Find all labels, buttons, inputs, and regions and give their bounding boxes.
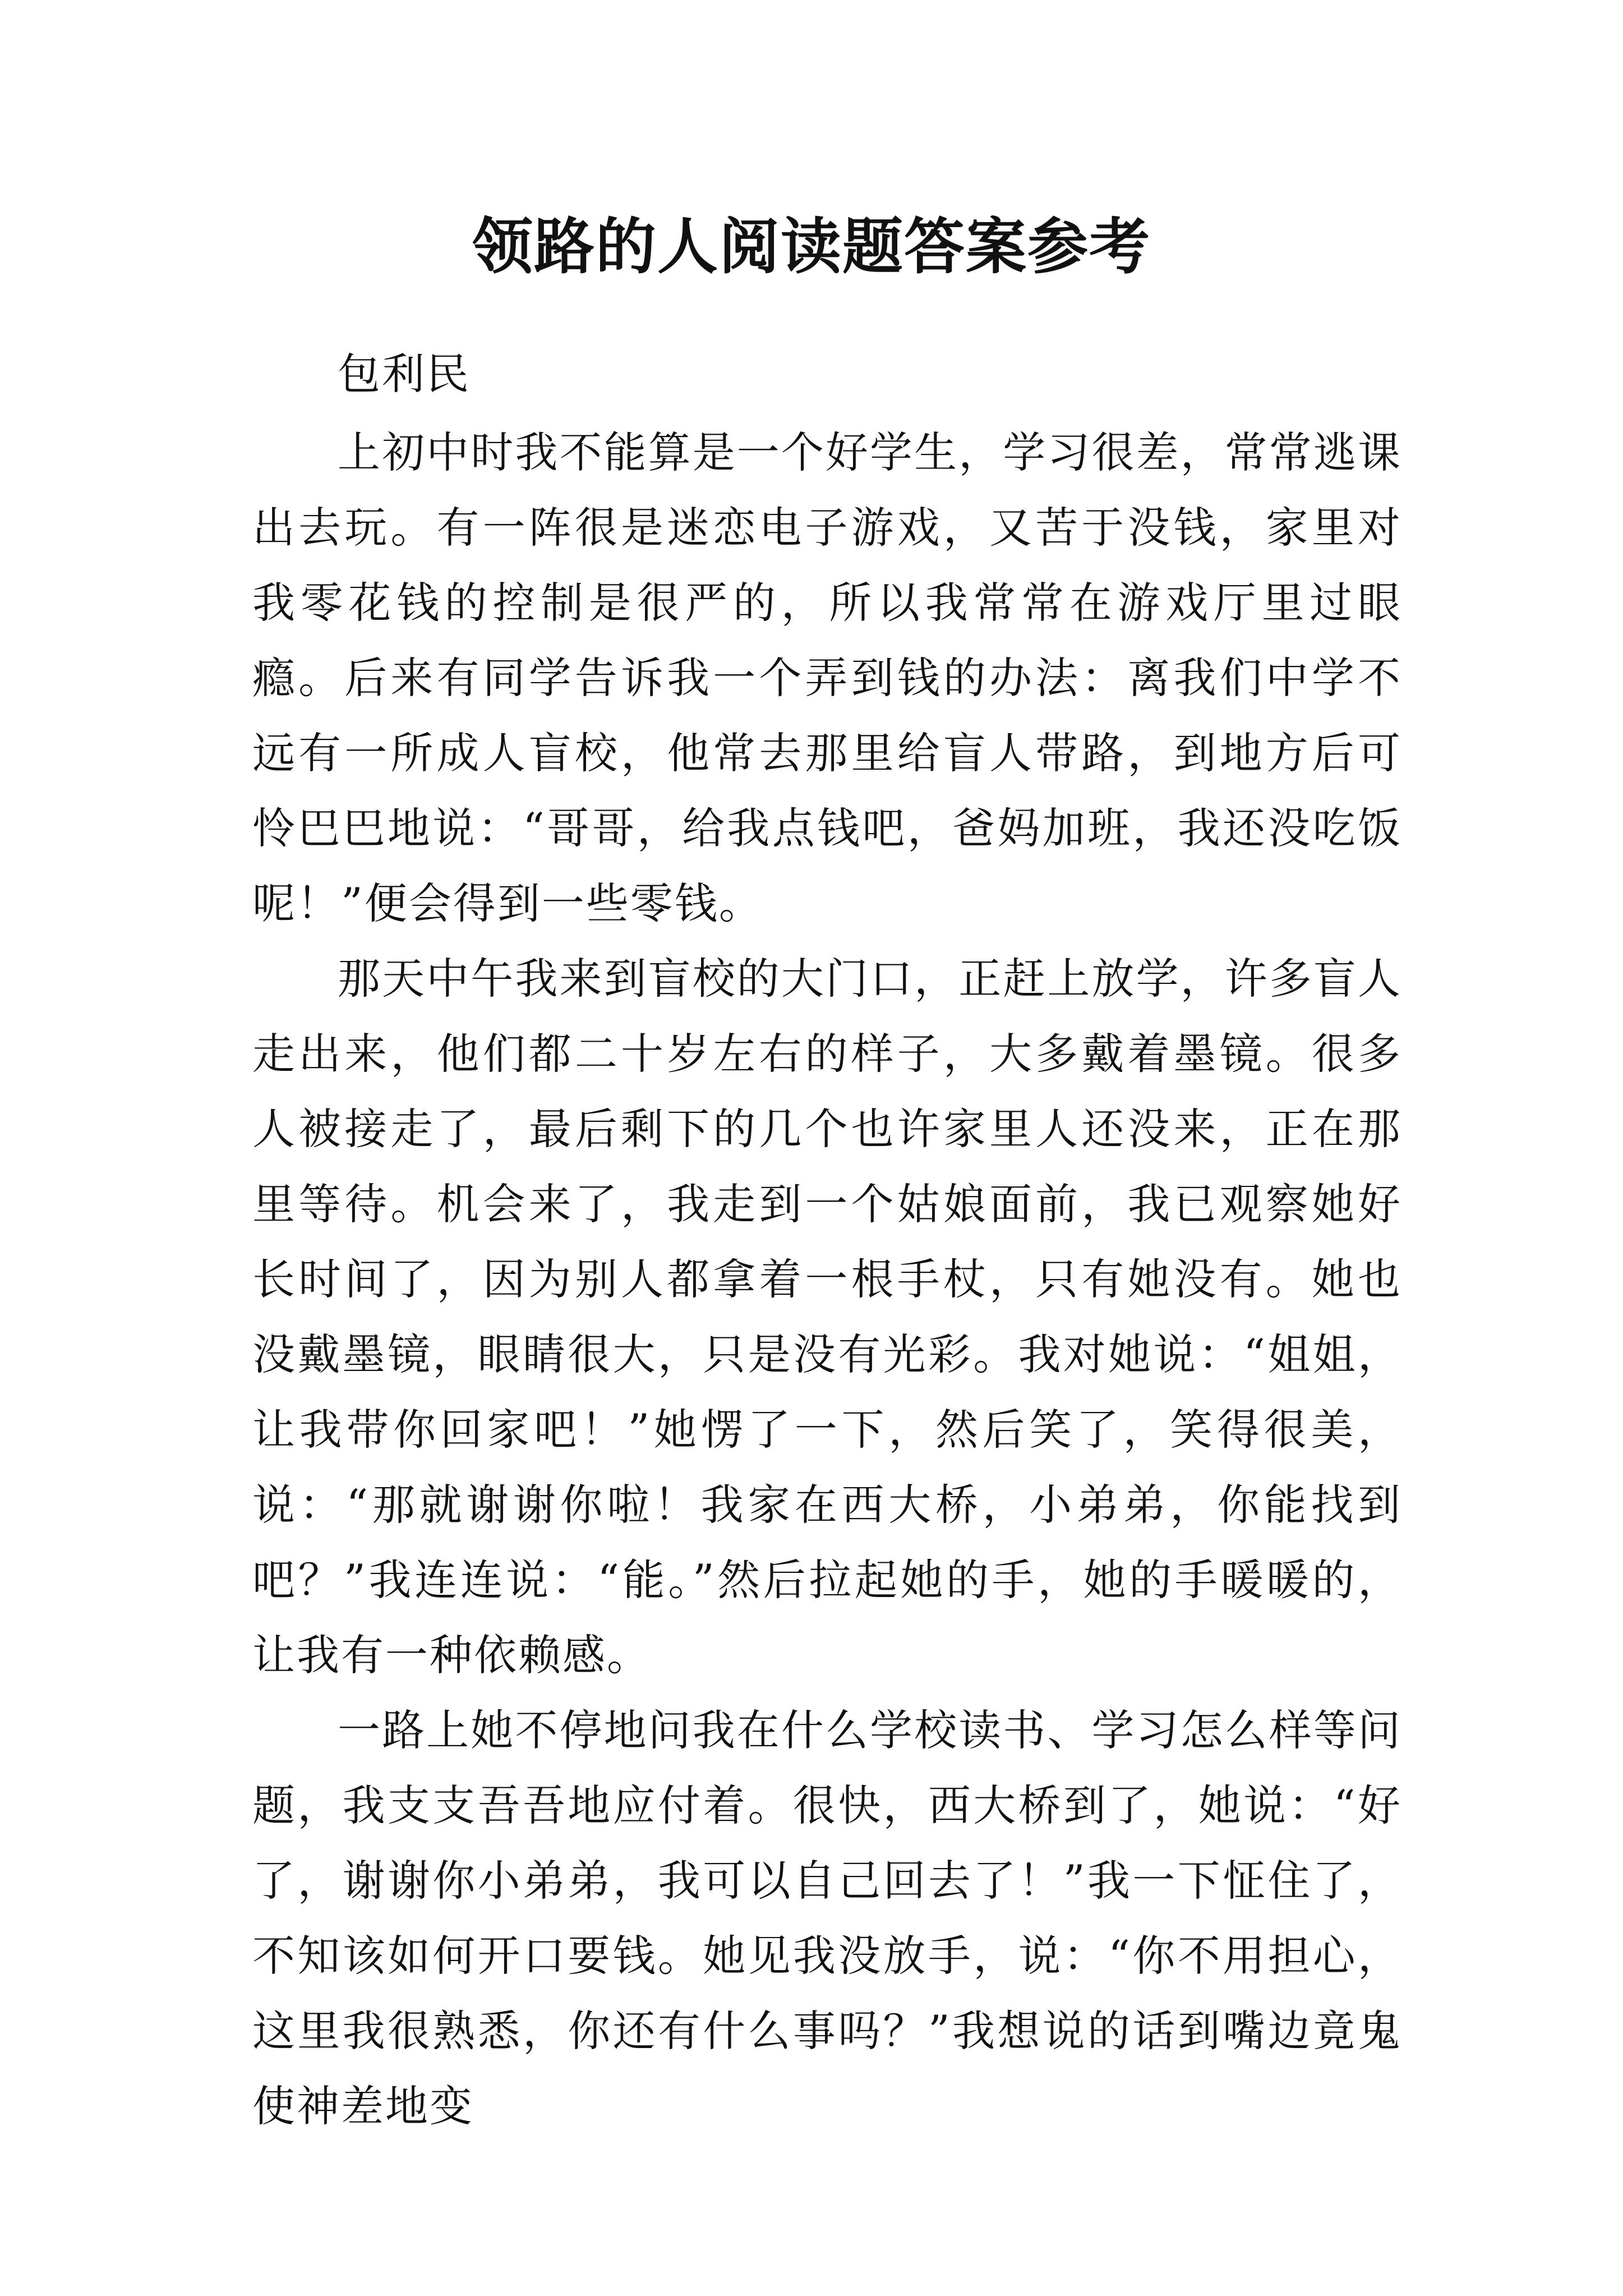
paragraph-3: 一路上她不停地问我在什么学校读书、学习怎么样等问题，我支支吾吾地应付着。很快，西大桥到了，她说：“好了，谢谢你小弟弟，我可以自己回去了！”我一下怔住了，不知该如何开口要钱。她见我没放手，说：“你不用担心，这里我很熟悉，你还有什么事吗？”我想说的话到嘴边竟鬼使神差地变 — [252, 1705, 1402, 2131]
paragraph-2: 那天中午我来到盲校的大门口，正赶上放学，许多盲人走出来，他们都二十岁左右的样子，大多戴着墨镜。很多人被接走了，最后剩下的几个也许家里人还没来，正在那里等待。机会来了，我走到一个姑娘面前，我已观察她好长时间了，因为别人都拿着一根手杖，只有她没有。她也没戴墨镜，眼睛很大，只是没有光彩。我对她说：“姐姐，让我带你回家吧！”她愣了一下，然后笑了，笑得很美，说：“那就谢谢你啦！我家在西大桥，小弟弟，你能找到吧？”我连连说：“能。”然后拉起她的手，她的手暖暖的，让我有一种依赖感。 — [252, 954, 1402, 1680]
author-name: 包利民 — [338, 349, 471, 399]
paragraph-1: 上初中时我不能算是一个好学生，学习很差，常常逃课出去玩。有一阵很是迷恋电子游戏，又苦于没钱，家里对我零花钱的控制是很严的，所以我常常在游戏厅里过眼瘾。后来有同学告诉我一个弄到钱的办法：离我们中学不远有一所成人盲校，他常去那里给盲人带路，到地方后可怜巴巴地说：“哥哥，给我点钱吧，爸妈加班，我还没吃饭呢！”便会得到一些零钱。 — [252, 427, 1402, 928]
document-body — [252, 337, 1402, 2144]
document-title: 领路的人阅读题答案参考 — [472, 211, 1151, 282]
